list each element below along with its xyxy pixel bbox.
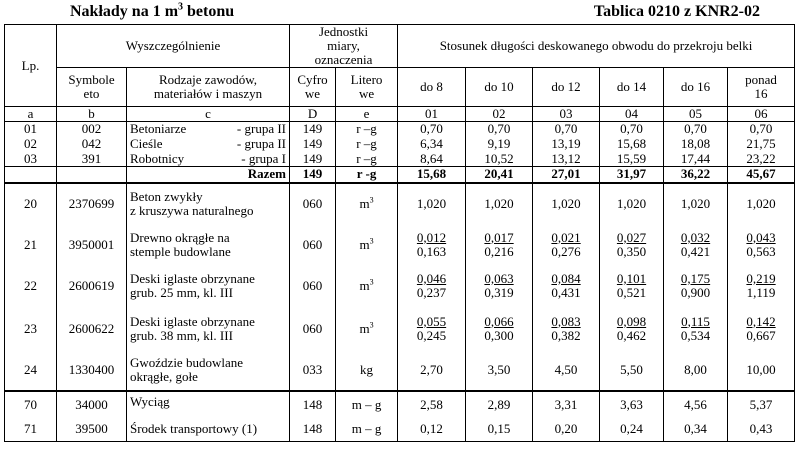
cell-lit: r –g — [336, 152, 398, 167]
header-literowe — [336, 68, 398, 107]
cell-fraction — [533, 308, 600, 350]
cell-name-line: Deski iglaste obrzynane — [130, 271, 255, 286]
denominator: 0,667 — [746, 327, 776, 343]
cell-name-text: Betoniarze — [130, 121, 187, 137]
header-cyfrowe-line: we — [304, 86, 321, 101]
denominator: 0,350 — [616, 243, 647, 259]
header-jednostki — [290, 25, 398, 68]
denominator: 0,534 — [680, 327, 711, 343]
cell-name-line: z kruszywa naturalnego — [130, 203, 254, 218]
cell-unit — [336, 225, 398, 265]
numerator: 0,101 — [616, 271, 647, 286]
cell-value: 9,19 — [466, 137, 533, 152]
cell-name — [127, 152, 290, 167]
cell-lp: 01 — [5, 122, 57, 137]
unit-text: m — [359, 196, 370, 211]
letter-cell: D — [290, 107, 336, 122]
denominator: 0,521 — [616, 285, 647, 300]
table-row — [5, 391, 795, 418]
table-row — [5, 137, 795, 152]
cell-unit — [336, 183, 398, 225]
letter-cell: b — [57, 107, 127, 122]
total-value: 20,41 — [466, 167, 533, 183]
numerator: 0,046 — [416, 271, 447, 286]
numerator: 0,012 — [416, 229, 447, 245]
cell-name — [127, 350, 290, 391]
cell-symbol: 2600622 — [57, 308, 127, 350]
norms-table — [4, 24, 795, 442]
total-value: 15,68 — [398, 167, 466, 183]
header-col-1: do 8 — [398, 68, 466, 107]
unit-sup: 3 — [369, 195, 374, 205]
numerator: 0,083 — [551, 313, 581, 329]
cell-value: 0,12 — [398, 418, 466, 442]
cell-lp: 21 — [5, 225, 57, 265]
numerator: 0,017 — [484, 229, 514, 245]
cell-cyf: 060 — [290, 308, 336, 350]
total-row — [5, 167, 795, 183]
cell-fraction — [664, 225, 728, 265]
cell-value: 17,44 — [664, 152, 728, 167]
cell-value: 1,020 — [466, 183, 533, 225]
cell-value: 8,00 — [664, 350, 728, 391]
cell-value: 5,50 — [600, 350, 664, 391]
cell-name: Środek transportowy (1) — [127, 418, 290, 442]
cell-lit: r –g — [336, 137, 398, 152]
cell-name-text: Robotnicy — [130, 151, 185, 166]
title-tail: betonu — [183, 3, 235, 20]
table-row — [5, 152, 795, 167]
header-col-6-line: ponad — [745, 72, 777, 87]
cell-value: 3,50 — [466, 350, 533, 391]
header-jednostki-line: oznaczenia — [314, 52, 373, 67]
cell-lp: 70 — [5, 391, 57, 418]
cell-value: 5,37 — [728, 391, 795, 418]
letter-cell: 02 — [466, 107, 533, 122]
cell-symbol: 2370699 — [57, 183, 127, 225]
cell-fraction — [466, 225, 533, 265]
denominator: 0,382 — [551, 327, 581, 343]
table-row — [5, 308, 795, 350]
header-jednostki-line: Jednostki — [318, 24, 369, 39]
numerator: 0,021 — [551, 229, 581, 245]
cell-fraction — [728, 225, 795, 265]
cell-value: 15,59 — [600, 152, 664, 167]
denominator: 0,245 — [416, 327, 447, 343]
letter-cell: 04 — [600, 107, 664, 122]
cell-cyf: 149 — [290, 137, 336, 152]
header-literowe-line: Litero — [350, 72, 383, 87]
cell-fraction — [533, 265, 600, 308]
table-reference: Tablica 0210 z KNR2-02 — [593, 3, 760, 20]
cell-value: 23,22 — [728, 152, 795, 167]
cell-value: 18,08 — [664, 137, 728, 152]
cell-cyf: 148 — [290, 418, 336, 442]
header-symbole — [57, 68, 127, 107]
cell-name-line: stemple budowlane — [130, 243, 231, 259]
cell-value: 4,56 — [664, 391, 728, 418]
cell-value: 1,020 — [533, 183, 600, 225]
cell-value: 1,020 — [728, 183, 795, 225]
total-label: Razem — [127, 167, 290, 183]
cell-name-line: Deski iglaste obrzynane — [130, 313, 255, 329]
cell-lp — [5, 167, 57, 183]
cell-fraction — [398, 308, 466, 350]
header-col-5: do 16 — [664, 68, 728, 107]
total-value: 31,97 — [600, 167, 664, 183]
header-col-3: do 12 — [533, 68, 600, 107]
cell-value: 2,89 — [466, 391, 533, 418]
cell-symbol: 1330400 — [57, 350, 127, 391]
header-literowe-line: we — [358, 86, 375, 101]
header-col-6-line: 16 — [754, 86, 768, 101]
denominator: 0,300 — [484, 327, 514, 343]
title-sup: 3 — [178, 1, 184, 13]
table-row — [5, 183, 795, 225]
header-rodzaje-line: materiałów i maszyn — [153, 86, 263, 101]
cell-fraction — [398, 225, 466, 265]
cell-value: 10,00 — [728, 350, 795, 391]
numerator: 0,043 — [746, 229, 776, 245]
table-row — [5, 265, 795, 308]
cell-cyf: 149 — [290, 122, 336, 137]
cell-value: 0,70 — [664, 122, 728, 137]
header-cyfrowe-line: Cyfro — [297, 72, 328, 87]
cell-name — [127, 265, 290, 308]
cell-name-line: Drewno okrągłe na — [130, 229, 230, 245]
cell-value: 13,19 — [533, 137, 600, 152]
cell-fraction — [728, 308, 795, 350]
unit-text: m — [359, 278, 370, 293]
denominator: 0,563 — [746, 243, 776, 259]
cell-symbol: 39500 — [57, 418, 127, 442]
cell-group: - grupa II — [236, 121, 287, 137]
cell-value: 21,75 — [728, 137, 795, 152]
cell-lit: m – g — [336, 418, 398, 442]
letter-cell: 06 — [728, 107, 795, 122]
numerator: 0,032 — [680, 229, 711, 245]
cell-cyf: 033 — [290, 350, 336, 391]
cell-fraction — [466, 265, 533, 308]
denominator: 0,421 — [680, 243, 711, 259]
cell-value: 0,70 — [728, 122, 795, 137]
cell-fraction — [533, 225, 600, 265]
cell-group: - grupa I — [241, 151, 287, 166]
cell-name — [127, 137, 290, 152]
cell-name — [127, 183, 290, 225]
unit-text: kg — [360, 361, 374, 377]
cell-lp: 24 — [5, 350, 57, 391]
cell-fraction — [398, 265, 466, 308]
cell-name — [127, 225, 290, 265]
cell-unit — [336, 308, 398, 350]
cell-value: 8,64 — [398, 152, 466, 167]
cell-name: Wyciąg — [127, 391, 290, 418]
cell-name-line: Gwoździe budowlane — [130, 354, 243, 370]
cell-name-line: grub. 25 mm, kl. III — [130, 285, 233, 300]
denominator: 0,276 — [551, 243, 581, 259]
cell-name-line: Beton zwykły — [130, 189, 203, 204]
letter-cell: c — [127, 107, 290, 122]
denominator: 0,900 — [680, 285, 711, 300]
numerator: 0,066 — [484, 313, 514, 329]
cell-value: 1,020 — [398, 183, 466, 225]
cell-lit: r -g — [336, 167, 398, 183]
cell-cyf: 149 — [290, 152, 336, 167]
denominator: 0,163 — [416, 243, 447, 259]
header-col-4: do 14 — [600, 68, 664, 107]
cell-value: 6,34 — [398, 137, 466, 152]
numerator: 0,115 — [681, 313, 710, 329]
denominator: 0,216 — [484, 243, 514, 259]
cell-lp: 03 — [5, 152, 57, 167]
cell-value: 0,24 — [600, 418, 664, 442]
header-lp: Lp. — [5, 25, 57, 107]
cell-value: 0,43 — [728, 418, 795, 442]
denominator: 0,462 — [616, 327, 647, 343]
numerator: 0,175 — [680, 271, 711, 286]
cell-value: 0,20 — [533, 418, 600, 442]
header-col-2: do 10 — [466, 68, 533, 107]
cell-value: 0,70 — [466, 122, 533, 137]
title-text: Nakłady na 1 m — [70, 3, 179, 20]
numerator: 0,084 — [551, 271, 581, 286]
denominator: 0,237 — [416, 285, 447, 300]
unit-sup: 3 — [369, 277, 374, 287]
numerator: 0,063 — [484, 271, 514, 286]
header-stosunek: Stosunek długości deskowanego obwodu do przekroju belki — [398, 25, 795, 68]
unit-text: m — [359, 320, 370, 336]
cell-lit: r –g — [336, 122, 398, 137]
cell-value: 13,12 — [533, 152, 600, 167]
table-row — [5, 225, 795, 265]
table-title — [70, 3, 234, 21]
cell-name — [127, 122, 290, 137]
denominator: 0,431 — [551, 285, 581, 300]
cell-value: 1,020 — [600, 183, 664, 225]
cell-lit: m – g — [336, 391, 398, 418]
cell-cyf: 149 — [290, 167, 336, 183]
cell-fraction — [664, 265, 728, 308]
unit-sup: 3 — [369, 236, 374, 246]
cell-value: 0,34 — [664, 418, 728, 442]
total-value: 45,67 — [728, 167, 795, 183]
cell-symbol: 391 — [57, 152, 127, 167]
cell-cyf: 060 — [290, 183, 336, 225]
letter-cell: 05 — [664, 107, 728, 122]
unit-text: m — [359, 236, 370, 252]
cell-unit — [336, 265, 398, 308]
cell-value: 3,63 — [600, 391, 664, 418]
letters-row — [5, 107, 795, 122]
cell-value: 0,15 — [466, 418, 533, 442]
cell-symbol — [57, 167, 127, 183]
numerator: 0,055 — [416, 313, 447, 329]
cell-fraction — [664, 308, 728, 350]
cell-lp: 02 — [5, 137, 57, 152]
header-jednostki-line: miary, — [327, 38, 360, 53]
cell-lp: 23 — [5, 308, 57, 350]
cell-fraction — [600, 265, 664, 308]
cell-cyf: 060 — [290, 265, 336, 308]
cell-value: 15,68 — [600, 137, 664, 152]
total-value: 27,01 — [533, 167, 600, 183]
cell-value: 3,31 — [533, 391, 600, 418]
cell-fraction — [466, 308, 533, 350]
cell-value: 4,50 — [533, 350, 600, 391]
cell-symbol: 002 — [57, 122, 127, 137]
cell-cyf: 060 — [290, 225, 336, 265]
table-row — [5, 122, 795, 137]
denominator: 1,119 — [746, 285, 776, 300]
cell-symbol: 042 — [57, 137, 127, 152]
cell-fraction — [600, 308, 664, 350]
header-wyszczegolnienie: Wyszczególnienie — [57, 25, 290, 68]
cell-symbol: 2600619 — [57, 265, 127, 308]
cell-value: 2,70 — [398, 350, 466, 391]
table-row — [5, 418, 795, 442]
cell-value: 0,70 — [533, 122, 600, 137]
unit-sup: 3 — [369, 320, 374, 330]
header-symbole-line: Symbole — [68, 72, 115, 87]
cell-lp: 71 — [5, 418, 57, 442]
cell-value: 2,58 — [398, 391, 466, 418]
numerator: 0,142 — [746, 313, 776, 329]
numerator: 0,027 — [616, 229, 647, 245]
cell-cyf: 148 — [290, 391, 336, 418]
cell-name-line: okrągłe, gołe — [130, 368, 198, 384]
header-symbole-line: eto — [83, 86, 100, 101]
header-cyfrowe — [290, 68, 336, 107]
letter-cell: a — [5, 107, 57, 122]
cell-symbol: 3950001 — [57, 225, 127, 265]
table-row — [5, 350, 795, 391]
cell-name — [127, 308, 290, 350]
cell-value: 10,52 — [466, 152, 533, 167]
cell-group: - grupa II — [236, 136, 287, 151]
letter-cell: e — [336, 107, 398, 122]
letter-cell: 01 — [398, 107, 466, 122]
cell-name-line: grub. 38 mm, kl. III — [130, 327, 233, 343]
cell-value: 1,020 — [664, 183, 728, 225]
cell-fraction — [728, 265, 795, 308]
cell-name-text: Cieśle — [130, 136, 163, 151]
total-value: 36,22 — [664, 167, 728, 183]
numerator: 0,098 — [616, 313, 647, 329]
cell-fraction — [600, 225, 664, 265]
denominator: 0,319 — [484, 285, 514, 300]
cell-value: 0,70 — [600, 122, 664, 137]
cell-lp: 20 — [5, 183, 57, 225]
header-rodzaje — [127, 68, 290, 107]
cell-value: 0,70 — [398, 122, 466, 137]
letter-cell: 03 — [533, 107, 600, 122]
cell-lp: 22 — [5, 265, 57, 308]
header-col-6 — [728, 68, 795, 107]
cell-unit — [336, 350, 398, 391]
cell-symbol: 34000 — [57, 391, 127, 418]
numerator: 0,219 — [746, 271, 776, 286]
header-rodzaje-line: Rodzaje zawodów, — [158, 72, 258, 87]
